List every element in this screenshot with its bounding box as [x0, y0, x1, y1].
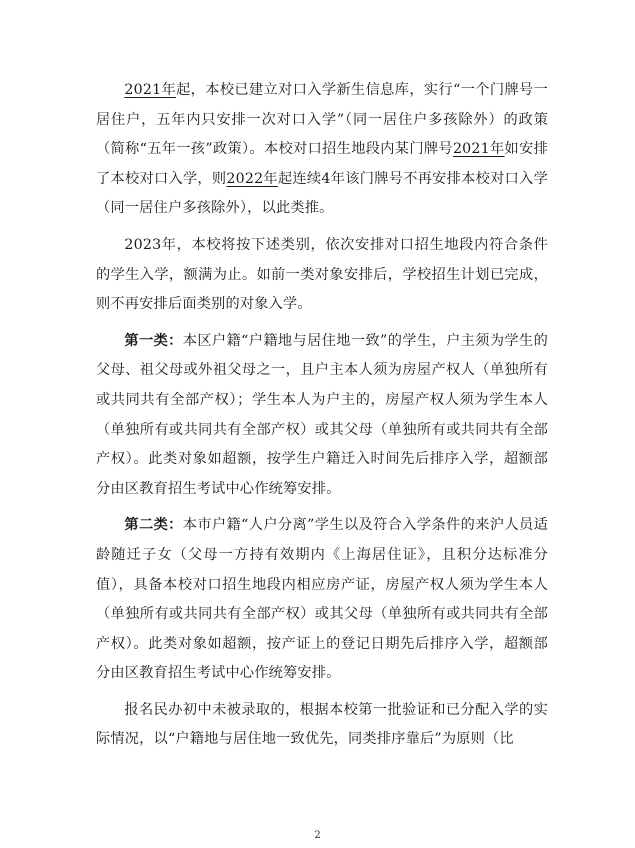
paragraph-five-year-policy — [96, 76, 548, 224]
paragraph-text: 报名民办初中未被录取的，根据本校第一批验证和已分配入学的实际情况，以“户籍地与居住地一致优先，同类排序靠后”为原则（比 — [96, 701, 548, 748]
paragraph-text: 如安排了本校对口入学，则 — [96, 141, 549, 187]
year-2021: 2021年 — [124, 82, 177, 98]
year-2021: 2021年 — [452, 141, 505, 158]
category-one-heading: 第一类： — [124, 332, 183, 349]
paragraph-private-school — [96, 696, 548, 755]
document-body — [96, 76, 548, 762]
year-2022: 2022年 — [226, 170, 278, 187]
category-two-heading: 第二类： — [124, 517, 183, 534]
paragraph-text: 2023年，本校将按下述类别，依次安排对口招生地段内符合条件的学生入学，额满为止。如前一类对象安排后，学校招生计划已完成，则不再安排后面类别的对象入学。 — [96, 236, 548, 313]
paragraph-category-one — [96, 327, 548, 505]
paragraph-2023-arrangement — [96, 231, 548, 320]
paragraph-text: 本市户籍“人户分离”学生以及符合入学条件的来沪人员适龄随迁子女（父母一方持有效期内《上海居住证》，且积分达标准分值），具备本校对口招生地段内相应房产证，房屋产权人须为学生本人（单独所有或共同共有全部产权）或其父母（单独所有或共同共有全部产权）。此类对象如超额，按产证上的登记日期先后排序入学，超额部分由区教育招生考试中心作统筹安排。 — [96, 517, 548, 682]
paragraph-text: 本区户籍“户籍地与居住地一致”的学生，户主须为学生的父母、祖父母或外祖父母之一，且户主本人须为房屋产权人（单独所有或共同共有全部产权）；学生本人为户主的，房屋产权人须为学生本人（单独所有或共同共有全部产权）或其父母（单独所有或共同共有全部产权）。此类对象如超额，按学生户籍迁入时间先后排序入学，超额部分由区教育招生考试中心作统筹安排。 — [96, 332, 548, 497]
page-number: 2 — [314, 830, 321, 841]
paragraph-text: 起连续4年该门牌号不再安排本校对口入学（同一居住户多孩除外），以此类推。 — [96, 170, 549, 217]
paragraph-text: 起，本校已建立对口入学新生信息库，实行“一个门牌号一居住户，五年内只安排一次对口入学”（同一居住户多孩除外）的政策（简称“五年一孩”政策）。本校对口招生地段内某门牌号 — [96, 82, 548, 158]
paragraph-category-two — [96, 511, 548, 689]
